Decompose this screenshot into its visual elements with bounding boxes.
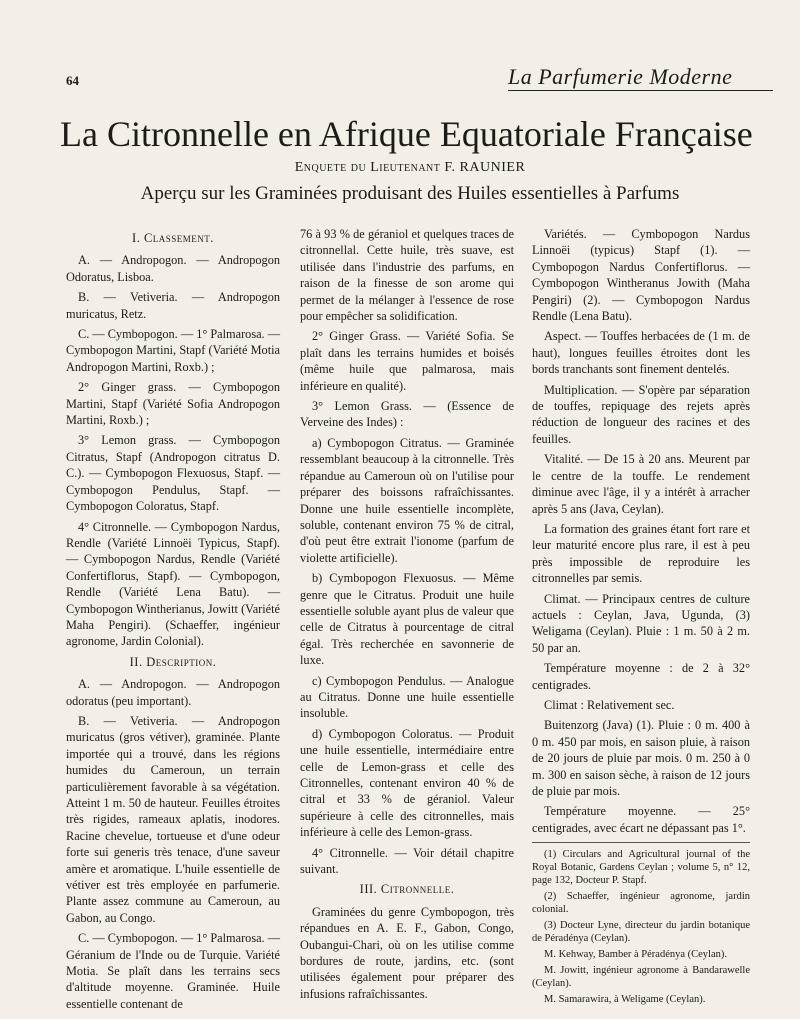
- paragraph: Buitenzorg (Java) (1). Pluie : 0 m. 400 à 0 m. 450 par mois, en saison pluie, à raison de 20 jours de pluie par mois. 0 m. 250 à 0 m. 300 en saison sèche, à raison de 12 jours de pluie par mois.: [532, 718, 750, 798]
- section-heading-classement: I. Classement.: [132, 231, 214, 245]
- footnote-divider: [532, 842, 750, 843]
- paragraph: a) Cymbopogon Citratus. — Graminée ressemblant beaucoup à la citronnelle. Très répandue au Cameroun où on l'utilise pour préparer des boissons rafraîchissantes. Donne une huile essentielle incomplète, soluble, contenant environ 75 % de citral, d'où peut être extrait l'ionome (parfum de violette artificielle).: [300, 435, 514, 565]
- paragraph: A. — Andropogon. — Andropogon Odoratus, Lisboa.: [66, 253, 280, 284]
- paragraph: 2° Ginger Grass. — Variété Sofia. Se plaît dans les terrains humides et boisés (même huile que palmarosa, mais inférieure en qualité).: [300, 329, 514, 393]
- section-heading-description: II. Description.: [129, 654, 217, 669]
- paragraph: 76 à 93 % de géraniol et quelques traces de citronnellal. Cette huile, très suave, est utilisée dans l'industrie des parfums, en raison de la finesse de son arome qui permet de la mélanger à l'essence de rose pour empêcher sa solidification.: [300, 227, 514, 324]
- paragraph: C. — Cymbopogon. — 1° Palmarosa. — Cymbopogon Martini, Stapf (Variété Motia Andropogon Martini, Roxb.) ;: [66, 327, 281, 374]
- paragraph: B. — Vetiveria. — Andropogon muricatus (gros vétiver), graminée. Plante importée qui a trouvé, dans les régions humides du Cameroun, un terrain particulièrement favorable à sa végétation. Atteint 1 m. 50 de hauteur. Feuilles étroites très rigides, rameaux aplatis, inodores. Racine chevelue, tortueuse et d'une odeur forte sui generis très tenace, d'une saveur amère et aromatique. L'huile essentielle de vétiver est très employée en parfumerie. Plante assez commune au Cameroun, au Gabon, au Congo.: [66, 713, 280, 925]
- paragraph: Température moyenne. — 25° centigrades, avec écart ne dépassant pas 1°.: [532, 804, 750, 835]
- paragraph: Aspect. — Touffes herbacées de (1 m. de haut), longues feuilles étroites dont les bords tranchants sont finement dentelés.: [532, 329, 750, 377]
- footnote: M. Samarawira, à Weligame (Ceylan).: [544, 994, 706, 1006]
- paragraph: Variétés. — Cymbopogon Nardus Linnoëi (typicus) Stapf (1). — Cymbopogon Nardus Confertiflorus. — Cymbopogon Wintheranus Jowith (Maha Pengiri) (2). — Cymbopogon Nardus Rendle (Lena Batu).: [532, 227, 750, 324]
- section-heading-citronnelle: III. Citronnelle.: [359, 882, 455, 897]
- paragraph: A. — Andropogon. — Andropogon odoratus (peu important).: [66, 677, 280, 708]
- article-subtitle: Aperçu sur les Graminées produisant des Huiles essentielles à Parfums: [140, 183, 680, 204]
- footnote: M. Jowitt, ingénieur agronome à Bandarawelle (Ceylan).: [532, 965, 750, 990]
- footnote: M. Kehway, Bamber à Péradénya (Ceylan).: [544, 949, 728, 961]
- paragraph: b) Cymbopogon Flexuosus. — Même genre que le Citratus. Produit une huile essentielle soluble ayant plus de valeur que celle de Citratus à pourcentage de citral égal. Très recherchée en savonnerie de luxe.: [300, 571, 514, 668]
- footnote: (1) Circulars and Agricultural journal of the Royal Botanic, Gardens Ceylan ; volume 5, n° 12, page 132, Docteur P. Stapf.: [532, 849, 750, 887]
- paragraph: Climat. — Principaux centres de culture actuels : Ceylan, Java, Ugunda, (3) Weligama (Ceylan). Pluie : 1 m. 50 à 2 m. 50 par an.: [532, 591, 750, 655]
- column-2: [300, 226, 514, 1006]
- paragraph: d) Cymbopogon Coloratus. — Produit une huile essentielle, intermédiaire entre celle de Lemon-grass et celle des Citronnelles, contenant environ 40 % de citral et 33 % de géraniol. Valeur supérieure à celle des citronnelles, mais inférieure à celle des Lemon-grass.: [300, 726, 514, 840]
- paragraph: 4° Citronnelle. — Cymbopogon Nardus, Rendle (Variété Linnoëi Typicus, Stapf). — Cymbopogon Nardus, Rendle (Variété Confertiflorus, Stapf). — Cymbopogon, Rendle (Variété Lena Batu). — Cymbopogon Wintherianus, Jowitt (Variété Maha Pengiri). (Schaeffer, ingénieur agronome, Jardin Colonial).: [66, 519, 280, 649]
- paragraph: c) Cymbopogon Pendulus. — Analogue au Citratus. Donne une huile essentielle insoluble.: [300, 673, 514, 721]
- article-title: La Citronnelle en Afrique Equatoriale Française: [60, 114, 753, 154]
- paragraph: C. — Cymbopogon. — 1° Palmarosa. — Géranium de l'Inde ou de Turquie. Variété Motia. Se plaît dans les terrains secs d'altitude moyenne. Graminée. Huile essentielle contenant de: [66, 931, 281, 1011]
- journal-masthead: La Parfumerie Moderne: [508, 64, 773, 91]
- paragraph: 3° Lemon Grass. — (Essence de Verveine des Indes) :: [300, 399, 514, 430]
- paragraph: 3° Lemon grass. — Cymbopogon Citratus, Stapf (Andropogon citratus D. C.). — Cymbopogon Flexuosus, Stapf. — Cymbopogon Pendulus, Stapf. — Cymbopogon Coloratus, Stapf.: [66, 433, 280, 514]
- column-3: [532, 226, 750, 1009]
- paragraph: 2° Ginger grass. — Cymbopogon Martini, Stapf (Variété Sofia Andropogon Martini, Roxb.) ;: [66, 380, 280, 428]
- footnote: (2) Schaeffer, ingénieur agronome, jardin colonial.: [532, 891, 750, 916]
- paragraph: Température moyenne : de 2 à 32° centigrades.: [532, 661, 750, 692]
- paragraph: Graminées du genre Cymbopogon, très répandues en A. E. F., Gabon, Congo, Oubangui-Chari, où on les utilise comme bordures de route, jardins, etc. (sont utilisées également pour préparer des infusions rafraîchissantes.: [300, 904, 514, 1001]
- paragraph: La formation des graines étant fort rare et leur maturité encore plus rare, il est à peu près impossible de reproduire les citronnelles par semis.: [532, 521, 750, 586]
- footnote: (3) Docteur Lyne, directeur du jardin botanique de Péradénya (Ceylan).: [532, 920, 750, 945]
- column-1: [66, 226, 280, 1016]
- paragraph: B. — Vetiveria. — Andropogon muricatus, Retz.: [66, 290, 280, 321]
- paragraph: Climat : Relativement sec.: [544, 697, 675, 712]
- footnotes: [532, 848, 750, 1006]
- paragraph: Multiplication. — S'opère par séparation de touffes, repiquage des rejets après réduction de longueur des racines et des feuilles.: [532, 382, 750, 446]
- paragraph: 4° Citronnelle. — Voir détail chapitre suivant.: [300, 845, 514, 877]
- paragraph: Vitalité. — De 15 à 20 ans. Meurent par le centre de la touffe. Le rendement diminue avec l'âge, il y a intérêt à arracher après 5 ans (Java, Ceylan).: [532, 452, 750, 516]
- article-byline: Enquete du Lieutenant F. RAUNIER: [294, 160, 526, 175]
- page-number: 64: [66, 73, 79, 88]
